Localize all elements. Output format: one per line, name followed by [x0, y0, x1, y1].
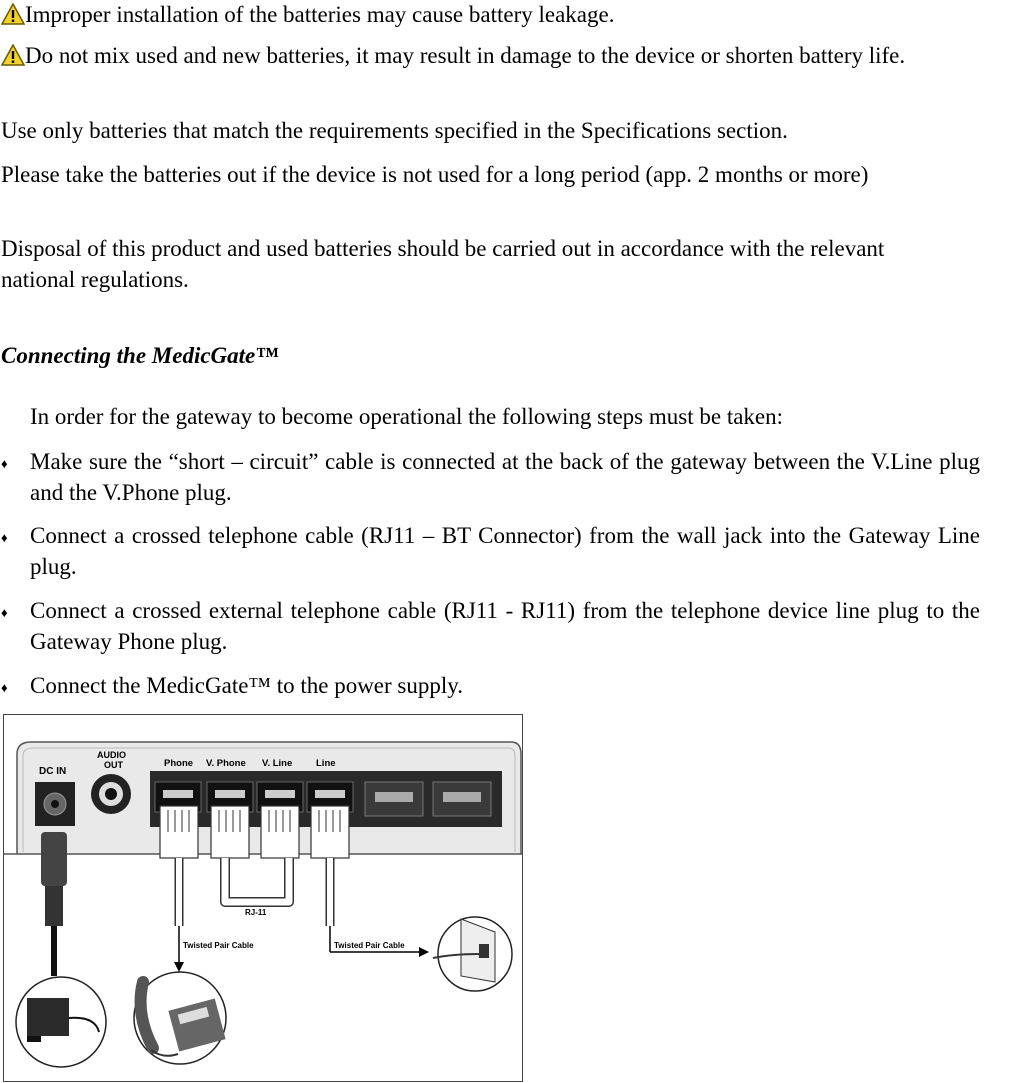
rj45-port: [365, 782, 423, 816]
phone-port-label: Phone: [164, 758, 194, 769]
v-line-port-label: V. Line: [262, 758, 293, 769]
warning-text: Improper installation of the batteries may cause battery leakage.: [25, 2, 615, 27]
twisted-pair-label: Twisted Pair Cable: [334, 941, 405, 950]
audio-out-label: OUT: [104, 760, 123, 770]
audio-out-jack: [91, 774, 131, 814]
rj11-plug: [160, 806, 198, 858]
rj11-plug: [261, 806, 299, 858]
rj11-cable-label: RJ-11: [245, 908, 267, 917]
section-title: Connecting the MedicGate™: [1, 343, 279, 368]
bullet-icon: ♦: [1, 456, 8, 471]
bullet-icon: ♦: [1, 680, 8, 695]
warning-text: Do not mix used and new batteries, it may result in damage to the device or shorten battery life.: [25, 43, 906, 68]
note-paragraph: Use only batteries that match the requirements specified in the Specifications section.: [1, 118, 788, 143]
note-paragraph: Disposal of this product and used batteries should be carried out in accordance with the relevant national regulations.: [1, 236, 885, 292]
step-item: Make sure the “short – circuit” cable is connected at the back of the gateway between the V.Line plug and the V.Phone plug.: [30, 449, 980, 505]
bullet-icon: ♦: [1, 605, 8, 620]
dc-in-jack: [35, 782, 75, 826]
rj11-plug: [311, 806, 349, 858]
dc-in-label: DC IN: [39, 766, 67, 777]
warning-line-1: [1, 0, 614, 30]
telephone-inset: [134, 972, 226, 1064]
step-item: Connect the MedicGate™ to the power supply.: [30, 673, 464, 698]
line-port-label: Line: [316, 758, 336, 769]
v-phone-port-label: V. Phone: [206, 758, 246, 769]
warning-line-2: [1, 40, 1008, 71]
rj45-port: [433, 782, 491, 816]
warning-icon: [1, 3, 25, 25]
warning-icon: [1, 44, 25, 66]
bullet-icon: ♦: [1, 530, 8, 545]
audio-out-label: AUDIO: [97, 750, 126, 760]
step-item: Connect a crossed external telephone cable (RJ11 - RJ11) from the telephone device line plug to the Gateway Phone plug.: [30, 598, 980, 654]
note-paragraph: Please take the batteries out if the device is not used for a long period (app. 2 months or more): [1, 162, 869, 187]
power-adapter-inset: [16, 977, 106, 1067]
section-intro: In order for the gateway to become operational the following steps must be taken:: [30, 404, 784, 429]
step-item: Connect a crossed telephone cable (RJ11 – BT Connector) from the wall jack into the Gateway Line plug.: [30, 523, 980, 579]
twisted-pair-label: Twisted Pair Cable: [183, 941, 254, 950]
connection-diagram: [3, 714, 523, 1082]
rj11-plug: [211, 806, 249, 858]
